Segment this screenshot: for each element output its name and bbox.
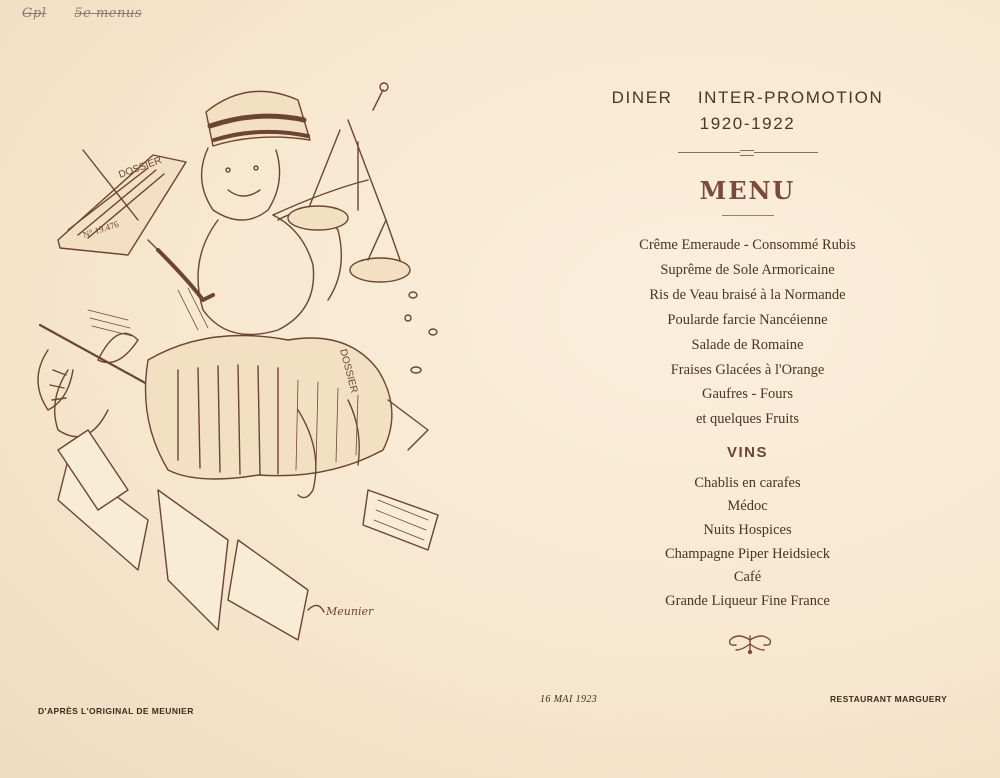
wine-item: Nuits Hospices (703, 522, 792, 538)
cherub-illustration (28, 70, 468, 650)
wine-item: Médoc (727, 498, 768, 514)
dish-item: Gaufres - Fours (701, 386, 793, 402)
footer-credit: D'APRÈS L'ORIGINAL DE MEUNIER (38, 706, 194, 716)
flourish-ornament-icon (724, 630, 776, 656)
wine-item: Champagne Piper Heidsieck (664, 546, 831, 562)
menu-heading: MENU (699, 176, 796, 205)
dish-item: Poularde farcie Nancéienne (667, 312, 828, 328)
book-label: DOSSIER (117, 155, 164, 181)
handwritten-note-part-2: 5e menus (74, 6, 142, 21)
handwritten-note (22, 6, 142, 21)
handwritten-note-part-1: Gpl (22, 6, 47, 21)
footer-restaurant: RESTAURANT MARGUERY (830, 694, 948, 704)
dish-item: Fraises Glacées à l'Orange (670, 362, 825, 378)
dish-item: et quelques Fruits (695, 411, 800, 427)
wine-item: Grande Liqueur Fine France (665, 593, 830, 609)
dinner-years: 1920-1922 (699, 114, 796, 133)
sack-shape (146, 336, 392, 480)
sack-label: DOSSIER (337, 347, 360, 395)
menu-divider (722, 215, 774, 216)
book-reference: N° 19.476 (81, 218, 120, 240)
wines-heading: VINS (726, 444, 768, 461)
dish-item: Suprême de Sole Armoricaine (660, 262, 835, 278)
wine-item: Chablis en carafes (694, 475, 801, 491)
dish-item: Ris de Veau braisé à la Normande (649, 287, 846, 303)
wine-item: Café (733, 569, 762, 585)
title-divider (678, 152, 818, 153)
footer-date: 16 MAI 1923 (540, 694, 598, 705)
face-shape (202, 148, 280, 220)
artist-signature: Meunier (326, 605, 374, 618)
dish-item: Crême Emeraude - Consommé Rubis (639, 237, 856, 253)
dinner-title: DINER INTER-PROMOTION (611, 88, 884, 107)
dish-item: Salade de Romaine (691, 337, 804, 353)
